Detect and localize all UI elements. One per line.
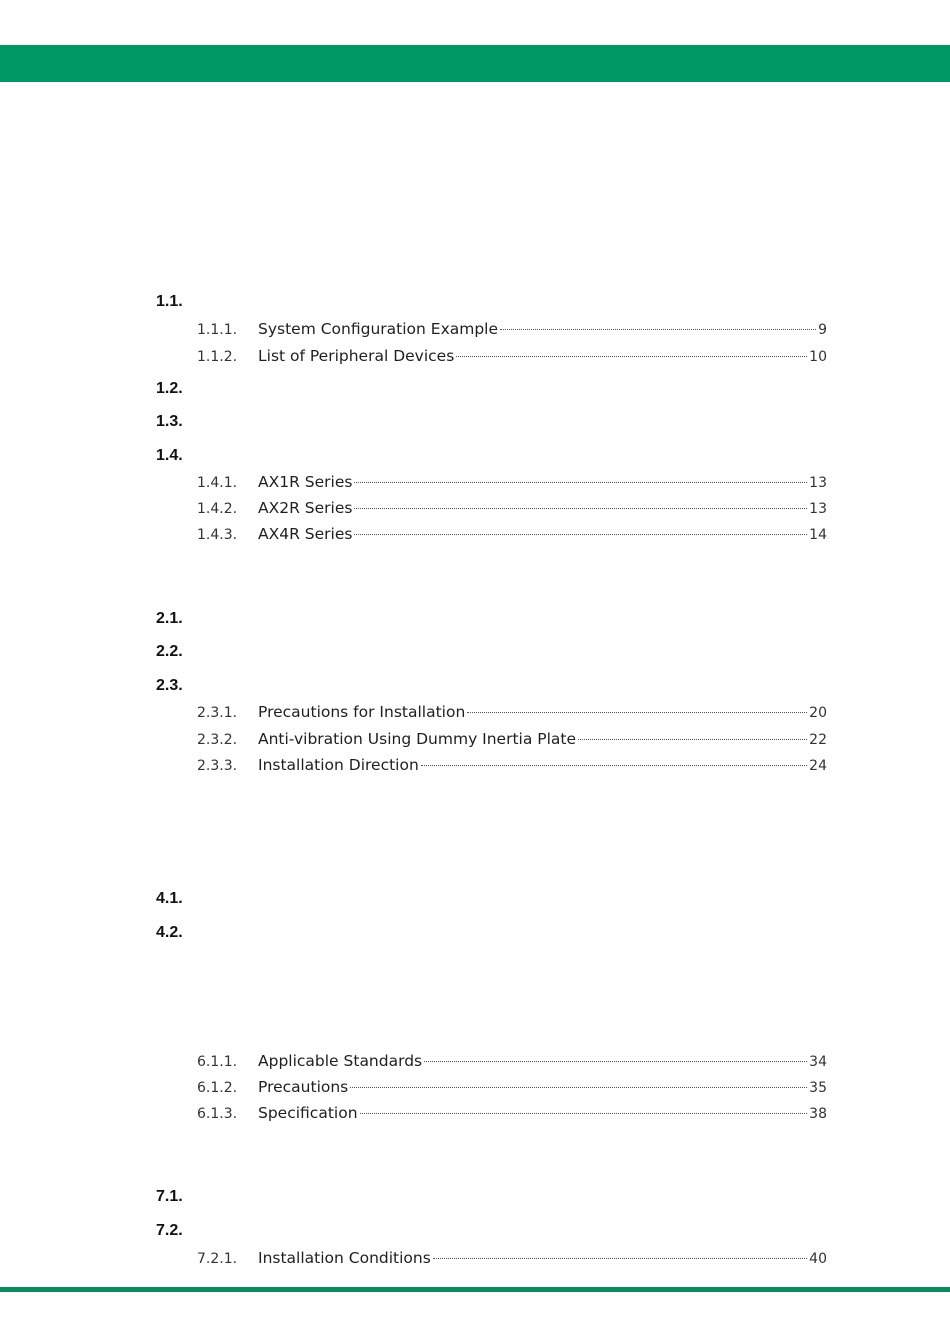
dot-leader bbox=[350, 1087, 807, 1088]
toc-entry-page: 24 bbox=[809, 758, 827, 774]
toc-entry-page: 13 bbox=[809, 475, 827, 491]
toc-entry-number: 1.4.3. bbox=[197, 527, 238, 543]
toc-entry[interactable] bbox=[197, 1247, 827, 1269]
dot-leader bbox=[500, 329, 816, 330]
toc-section-number: 1.3. bbox=[156, 413, 183, 430]
toc-entry[interactable] bbox=[197, 1050, 827, 1072]
toc-entry[interactable] bbox=[197, 471, 827, 493]
toc-entry-title: Installation Conditions bbox=[258, 1249, 431, 1267]
toc-entry[interactable] bbox=[197, 523, 827, 545]
toc-entry-title: Specification bbox=[258, 1104, 358, 1122]
toc-entry-title: System Configuration Example bbox=[258, 320, 499, 338]
toc-section-number: 4.1. bbox=[156, 890, 183, 907]
toc-section-number: 1.1. bbox=[156, 293, 183, 310]
toc-entry-number: 1.4.1. bbox=[197, 475, 238, 491]
dot-leader bbox=[433, 1258, 807, 1259]
toc-entry[interactable] bbox=[197, 728, 827, 750]
toc-section-number: 2.2. bbox=[156, 643, 183, 660]
toc-entry-number: 6.1.1. bbox=[197, 1054, 238, 1070]
dot-leader bbox=[424, 1061, 807, 1062]
toc-entry-number: 7.2.1. bbox=[197, 1251, 238, 1267]
toc-section-number: 1.2. bbox=[156, 380, 183, 397]
toc-entry-title: AX2R Series bbox=[258, 499, 353, 517]
toc-entry-title: List of Peripheral Devices bbox=[258, 347, 455, 365]
toc-entry-number: 2.3.1. bbox=[197, 705, 238, 721]
footer-bar bbox=[0, 1287, 950, 1292]
toc-entry-title: Precautions for Installation bbox=[258, 703, 466, 721]
toc-entry-number: 1.4.2. bbox=[197, 501, 238, 517]
toc-entry-page: 34 bbox=[809, 1054, 827, 1070]
toc-section-number: 2.1. bbox=[156, 610, 183, 627]
toc-entry-page: 9 bbox=[818, 322, 827, 338]
toc-entry-page: 10 bbox=[809, 349, 827, 365]
toc-section-number: 1.4. bbox=[156, 447, 183, 464]
toc-section-number: 7.1. bbox=[156, 1188, 183, 1205]
toc-entry-number: 1.1.2. bbox=[197, 349, 238, 365]
dot-leader bbox=[354, 482, 807, 483]
toc-entry-page: 22 bbox=[809, 732, 827, 748]
toc-section-number: 4.2. bbox=[156, 924, 183, 941]
toc-entry-page: 40 bbox=[809, 1251, 827, 1267]
toc-entry-number: 6.1.3. bbox=[197, 1106, 238, 1122]
dot-leader bbox=[421, 765, 807, 766]
dot-leader bbox=[354, 508, 807, 509]
toc-entry-title: AX4R Series bbox=[258, 525, 353, 543]
toc-entry[interactable] bbox=[197, 1076, 827, 1098]
dot-leader bbox=[360, 1113, 808, 1114]
dot-leader bbox=[456, 356, 807, 357]
toc-entry[interactable] bbox=[197, 754, 827, 776]
toc-entry-title: AX1R Series bbox=[258, 473, 353, 491]
toc-entry[interactable] bbox=[197, 345, 827, 367]
toc-entry-title: Anti-vibration Using Dummy Inertia Plate bbox=[258, 730, 577, 748]
toc-entry-page: 35 bbox=[809, 1080, 827, 1096]
toc-section-number: 7.2. bbox=[156, 1222, 183, 1239]
toc-entry-page: 38 bbox=[809, 1106, 827, 1122]
toc-entry-number: 1.1.1. bbox=[197, 322, 238, 338]
dot-leader bbox=[354, 534, 807, 535]
toc-entry-title: Applicable Standards bbox=[258, 1052, 423, 1070]
toc-entry-title: Precautions bbox=[258, 1078, 349, 1096]
toc-entry-page: 13 bbox=[809, 501, 827, 517]
toc-entry[interactable] bbox=[197, 1102, 827, 1124]
dot-leader bbox=[467, 712, 807, 713]
toc-entry[interactable] bbox=[197, 497, 827, 519]
toc-entry-page: 20 bbox=[809, 705, 827, 721]
toc-section-number: 2.3. bbox=[156, 677, 183, 694]
toc-entry-number: 2.3.2. bbox=[197, 732, 238, 748]
toc-entry[interactable] bbox=[197, 318, 827, 340]
header-bar bbox=[0, 45, 950, 82]
toc-entry-page: 14 bbox=[809, 527, 827, 543]
toc-entry-number: 2.3.3. bbox=[197, 758, 238, 774]
toc-entry[interactable] bbox=[197, 701, 827, 723]
toc-entry-title: Installation Direction bbox=[258, 756, 419, 774]
dot-leader bbox=[578, 739, 807, 740]
toc-entry-number: 6.1.2. bbox=[197, 1080, 238, 1096]
